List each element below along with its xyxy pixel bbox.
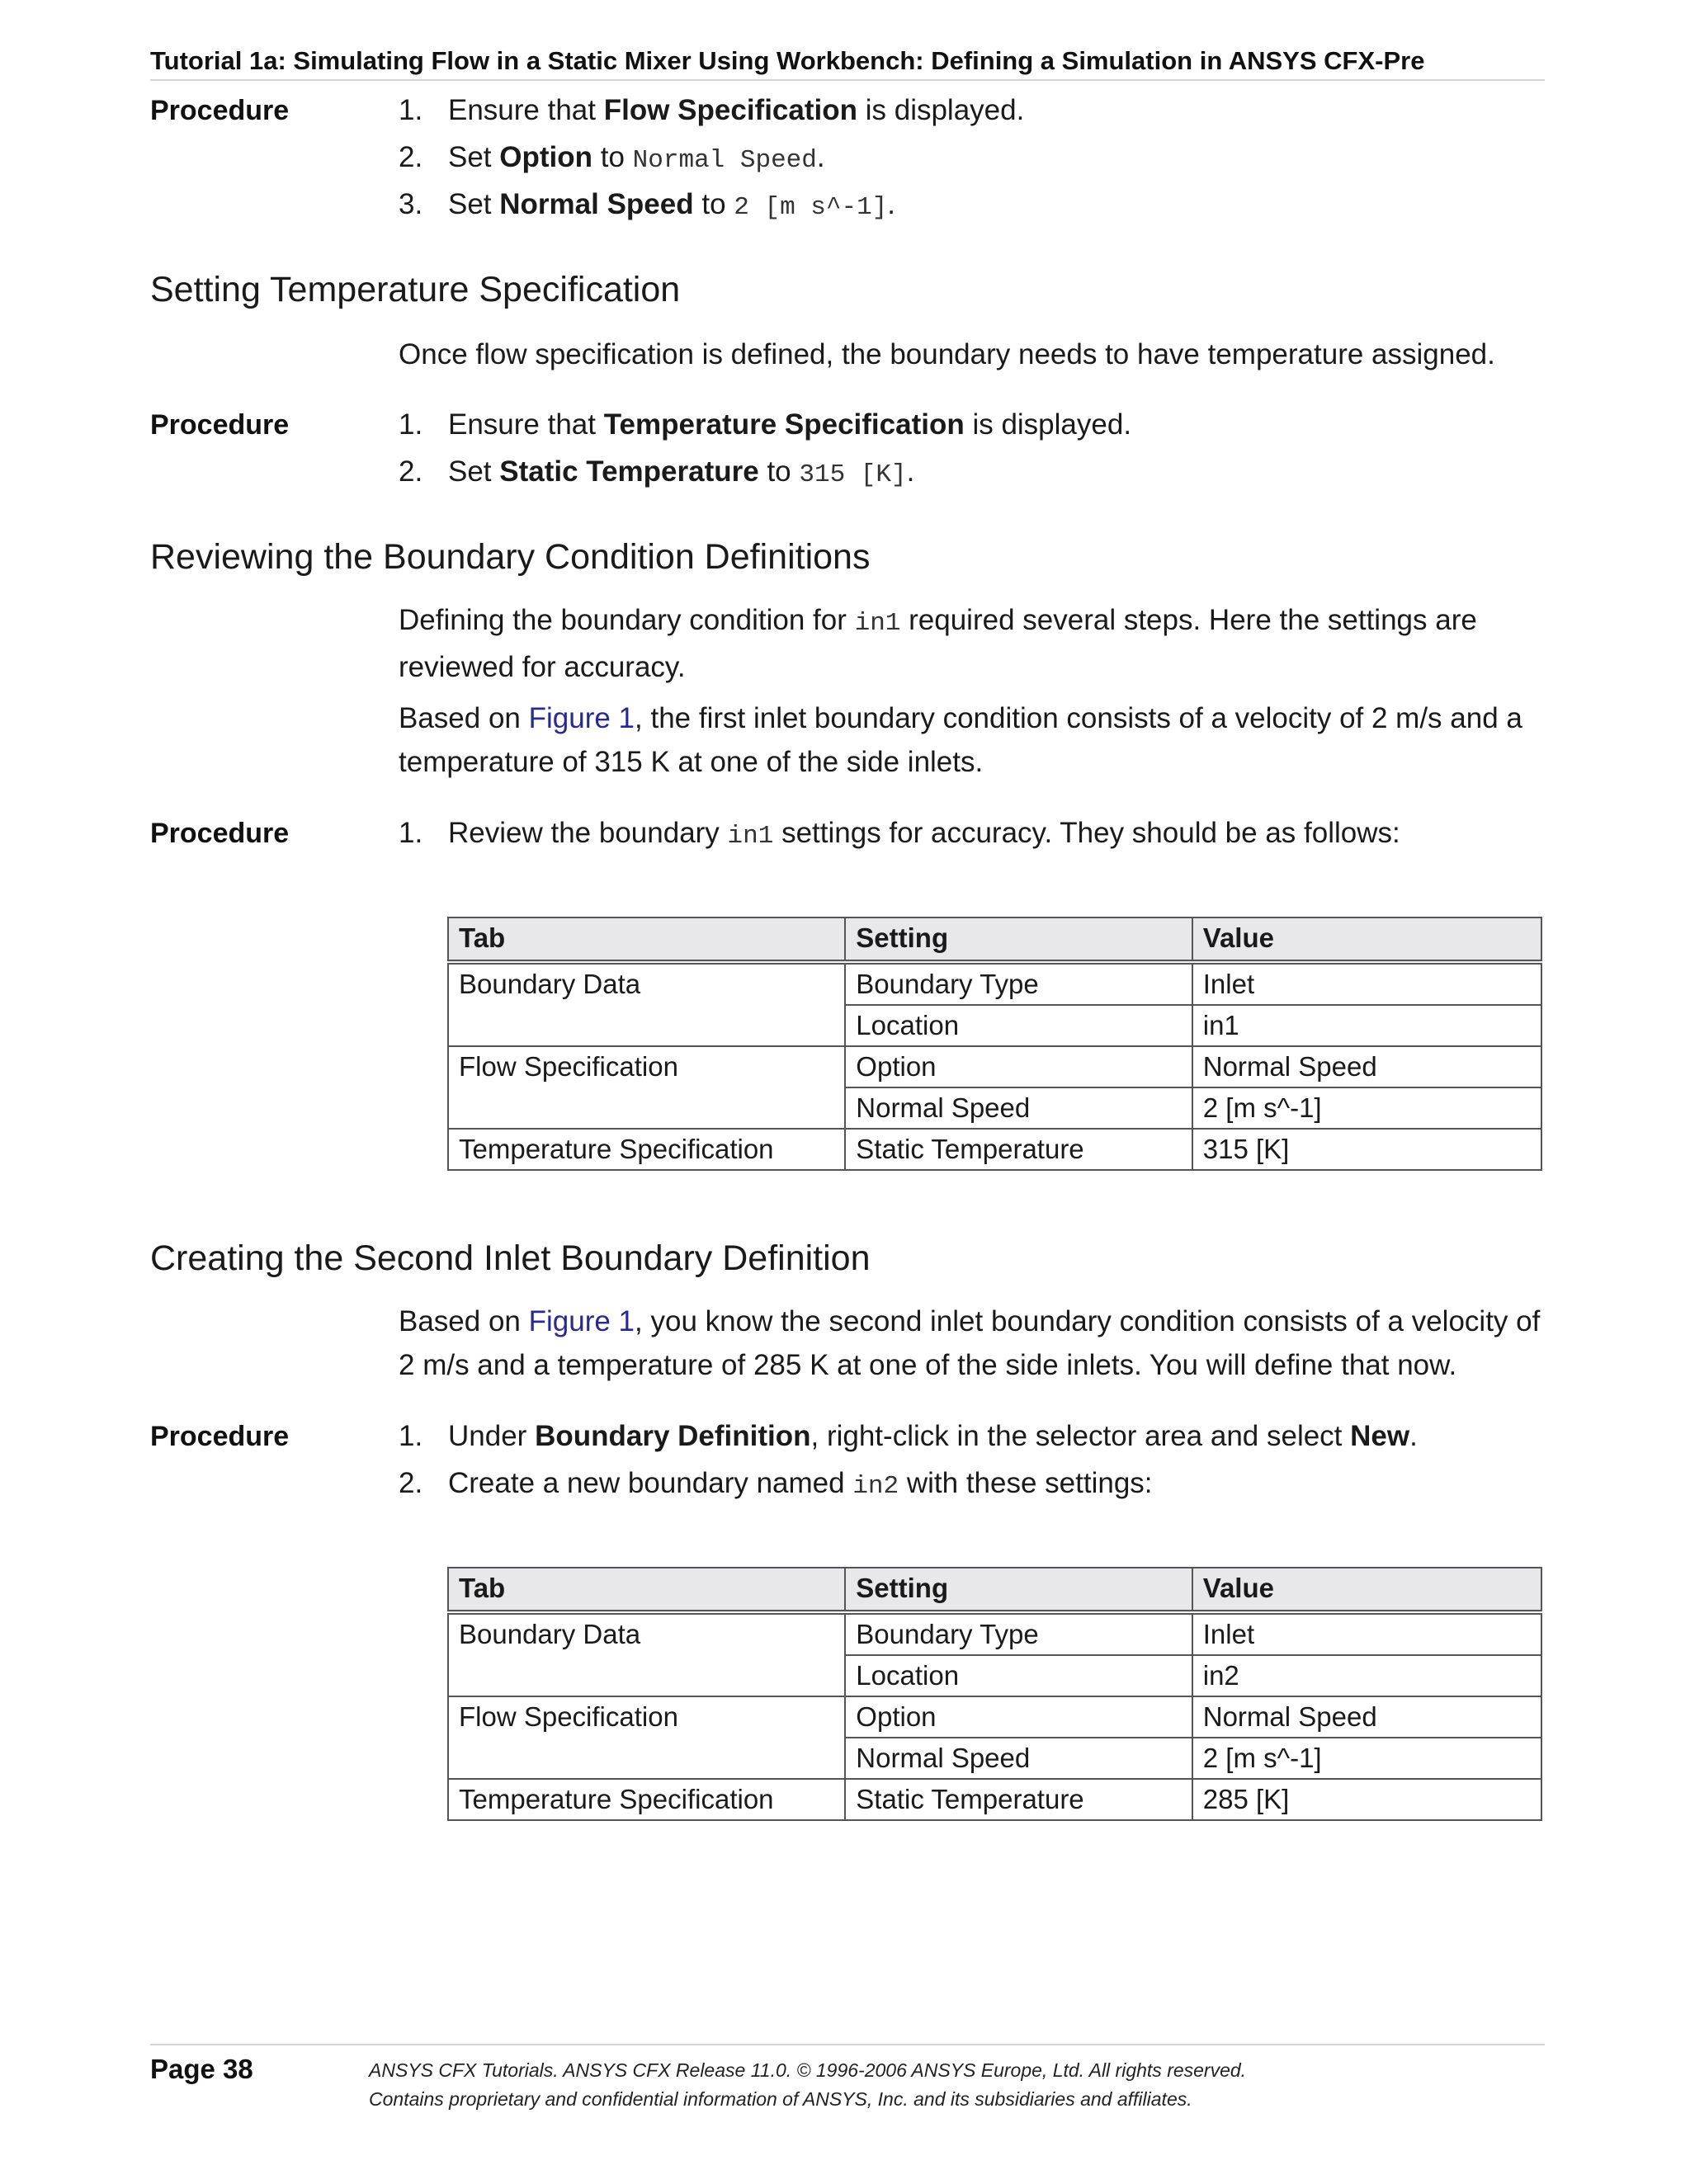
- setting-cell: Boundary Type: [845, 962, 1192, 1005]
- setting-cell: Normal Speed: [845, 1738, 1192, 1779]
- setting-cell: Static Temperature: [845, 1779, 1192, 1820]
- second-inlet-para: Based on Figure 1, you know the second inlet boundary condition consists of a velocity of 2 m/s and a temperature of 285 K at one of the side inlets. You will define that now.: [399, 1305, 1541, 1381]
- setting-cell: Location: [845, 1005, 1192, 1046]
- step-set-static-temperature: 2. Set Static Temperature to 315 [K].: [399, 455, 915, 489]
- step-ensure-temp-spec: 1. Ensure that Temperature Specification is displayed.: [399, 408, 1132, 441]
- value-cell: 2 [m s^-1]: [1192, 1738, 1541, 1779]
- section-heading-temperature: Setting Temperature Specification: [150, 270, 681, 309]
- setting-cell: Normal Speed: [845, 1087, 1192, 1129]
- tab-cell: Boundary Data: [448, 962, 845, 1046]
- column-header: Setting: [845, 917, 1192, 962]
- step-review-in1: 1. Review the boundary in1 settings for accuracy. They should be as follows:: [399, 817, 1400, 851]
- footer-divider: [150, 2044, 1545, 2045]
- step-ensure-flow-spec: 1. Ensure that Flow Specification is displayed.: [399, 94, 1025, 126]
- setting-cell: Option: [845, 1696, 1192, 1738]
- tab-cell: Temperature Specification: [448, 1779, 845, 1820]
- column-header: Value: [1192, 1568, 1541, 1612]
- table-row: [448, 1046, 1541, 1087]
- copyright-notice: ANSYS CFX Tutorials. ANSYS CFX Release 11.0. © 1996-2006 ANSYS Europe, Ltd. All rights reserved. Contains proprietary and confidential information of ANSYS, Inc. and its subsidiaries and affiliates.: [369, 2059, 1247, 2110]
- value-cell: in1: [1192, 1005, 1541, 1046]
- section-heading-second-inlet: Creating the Second Inlet Boundary Definition: [150, 1238, 871, 1278]
- value-cell: 315 [K]: [1192, 1129, 1541, 1170]
- setting-cell: Static Temperature: [845, 1129, 1192, 1170]
- table-row: [448, 1696, 1541, 1738]
- figure-1-link[interactable]: Figure 1: [528, 1305, 635, 1337]
- column-header: Tab: [448, 917, 845, 962]
- table-header-row: [448, 917, 1541, 962]
- value-cell: Normal Speed: [1192, 1696, 1541, 1738]
- table-row: [448, 1779, 1541, 1820]
- tab-cell: Flow Specification: [448, 1046, 845, 1129]
- procedure-label: Procedure: [150, 1421, 290, 1452]
- value-cell: in2: [1192, 1655, 1541, 1696]
- running-header: Tutorial 1a: Simulating Flow in a Static Mixer Using Workbench: Defining a Simulation in ANSYS CFX-Pre: [150, 45, 1545, 81]
- page-number: Page 38: [150, 2054, 253, 2084]
- table-row: [448, 1612, 1541, 1655]
- tab-cell: Temperature Specification: [448, 1129, 845, 1170]
- step-boundary-definition-new: 1. Under Boundary Definition, right-click in the selector area and select New.: [399, 1420, 1418, 1452]
- section-heading-review: Reviewing the Boundary Condition Definitions: [150, 537, 871, 577]
- table-header-row: [448, 1568, 1541, 1612]
- value-cell: Inlet: [1192, 1612, 1541, 1655]
- review-para-2: Based on Figure 1, the first inlet boundary condition consists of a velocity of 2 m/s and a temperature of 315 K at one of the side inlets.: [399, 702, 1522, 778]
- value-cell: 285 [K]: [1192, 1779, 1541, 1820]
- step-create-in2: 2. Create a new boundary named in2 with these settings:: [399, 1467, 1153, 1501]
- tab-cell: Flow Specification: [448, 1696, 845, 1779]
- tab-cell: Boundary Data: [448, 1612, 845, 1696]
- in2-settings-table: [447, 1567, 1542, 1821]
- table-row: [448, 962, 1541, 1005]
- figure-1-link[interactable]: Figure 1: [528, 702, 635, 734]
- procedure-label: Procedure: [150, 409, 290, 441]
- procedure-label: Procedure: [150, 95, 290, 126]
- table-row: [448, 1129, 1541, 1170]
- step-set-option: 2. Set Option to Normal Speed.: [399, 141, 825, 175]
- procedure-label: Procedure: [150, 818, 290, 849]
- column-header: Setting: [845, 1568, 1192, 1612]
- value-cell: Inlet: [1192, 962, 1541, 1005]
- temperature-intro: Once flow specification is defined, the boundary needs to have temperature assigned.: [399, 338, 1495, 370]
- review-para-1: Defining the boundary condition for in1 required several steps. Here the settings are reviewed for accuracy.: [399, 604, 1477, 683]
- value-cell: Normal Speed: [1192, 1046, 1541, 1087]
- column-header: Tab: [448, 1568, 845, 1612]
- setting-cell: Location: [845, 1655, 1192, 1696]
- in1-settings-table: [447, 917, 1542, 1171]
- value-cell: 2 [m s^-1]: [1192, 1087, 1541, 1129]
- setting-cell: Option: [845, 1046, 1192, 1087]
- column-header: Value: [1192, 917, 1541, 962]
- step-set-normal-speed: 3. Set Normal Speed to 2 [m s^-1].: [399, 188, 896, 222]
- setting-cell: Boundary Type: [845, 1612, 1192, 1655]
